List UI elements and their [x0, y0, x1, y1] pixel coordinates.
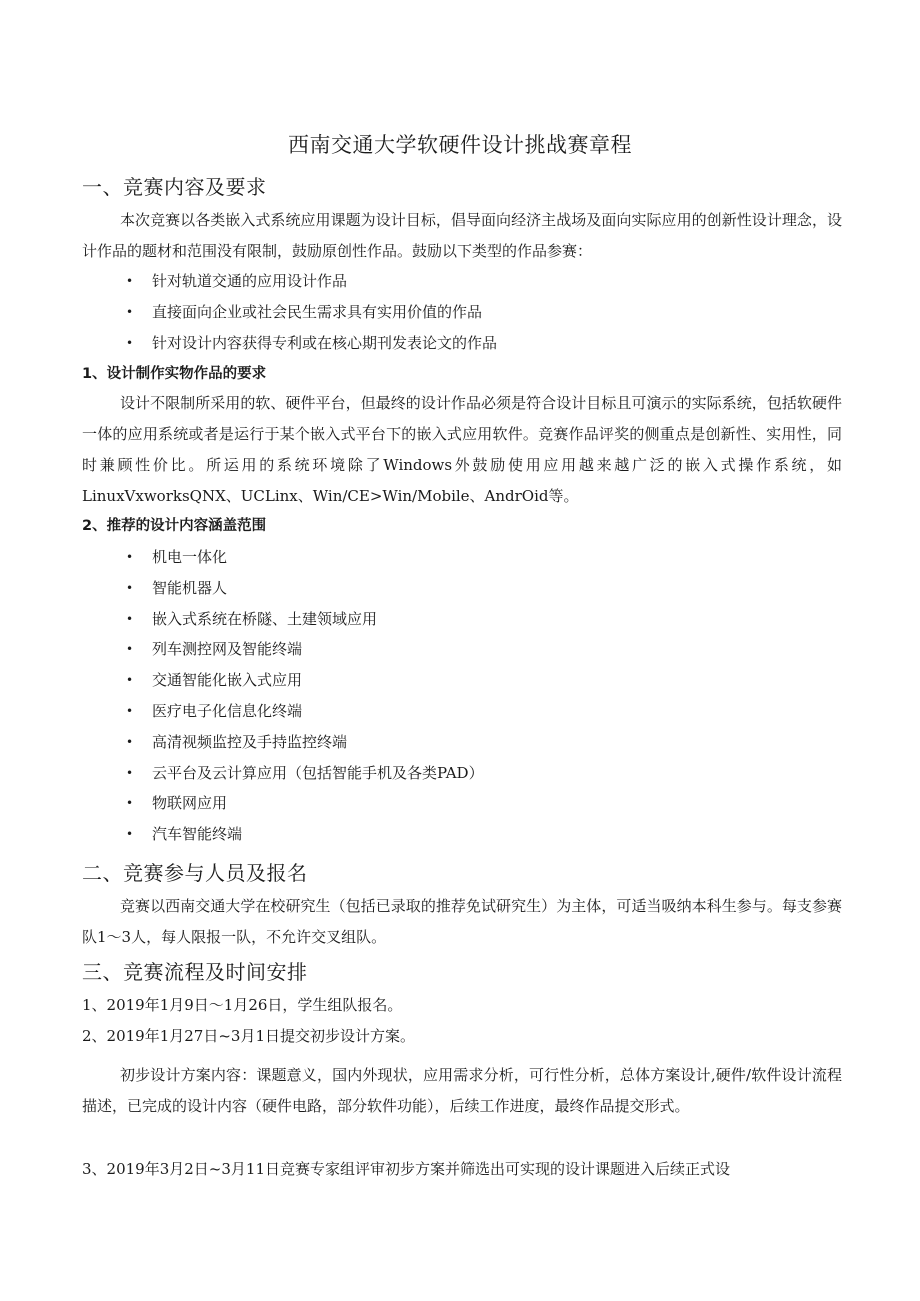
bullet-icon: •: [126, 796, 134, 811]
subsection-1-heading: 1、设计制作实物作品的要求: [82, 366, 267, 382]
list-item: • 交通智能化嵌入式应用: [120, 665, 484, 696]
bullet-icon: •: [126, 611, 134, 626]
bullet-icon: •: [126, 550, 134, 564]
bullet-icon: •: [126, 335, 134, 350]
subsection-2-heading: 2、推荐的设计内容涵盖范围: [82, 518, 267, 534]
design-scope-list: [120, 542, 484, 850]
timeline-item-2: 2、2019年1月27日~3月1日提交初步设计方案。: [82, 1027, 416, 1045]
bullet-icon: •: [126, 734, 134, 749]
section-3-heading: 三、竞赛流程及时间安排: [82, 960, 308, 984]
list-item: • 汽车智能终端: [120, 819, 484, 850]
bullet-icon: •: [126, 703, 134, 718]
list-item: • 列车测控网及智能终端: [120, 634, 484, 665]
list-item: • 物联网应用: [120, 788, 484, 819]
bullet-icon: •: [126, 642, 134, 657]
document-title: 西南交通大学软硬件设计挑战赛章程: [288, 133, 632, 157]
bullet-icon: •: [126, 304, 134, 319]
plan-content-paragraph: 初步设计方案内容：课题意义，国内外现状，应用需求分析，可行性分析，总体方案设计,硬件/软件设计流程描述，已完成的设计内容（硬件电路，部分软件功能），后续工作进度，最终作品提交形式。: [82, 1066, 842, 1115]
bullet-icon: •: [126, 765, 134, 780]
list-item: • 针对轨道交通的应用设计作品: [120, 266, 497, 297]
subsection-1-body: 设计不限制所采用的软、硬件平台，但最终的设计作品必须是符合设计目标且可演示的实际系统，包括软硬件一体的应用系统或者是运行于某个嵌入式平台下的嵌入式应用软件。竞赛作品评奖的侧重点是创新性、实用性，同时兼顾性价比。所运用的系统环境除了Windows外鼓励使用应用越来越广泛的嵌入式操作系统，如LinuxVxworksQNX、UCLinx、Win∕CE>Win/Mobile、AndrOid等。: [82, 394, 842, 505]
list-item: • 云平台及云计算应用（包括智能手机及各类PAD）: [120, 758, 484, 789]
section-1-heading: 一、竞赛内容及要求: [82, 175, 267, 199]
list-item: • 嵌入式系统在桥隧、土建领域应用: [120, 604, 484, 635]
bullet-icon: •: [126, 274, 134, 288]
timeline-item-3: 3、2019年3月2日~3月11日竞赛专家组评审初步方案并筛选出可实现的设计课题进入后续正式设: [82, 1160, 731, 1178]
list-item: • 高清视频监控及手持监控终端: [120, 727, 484, 758]
section-2-body: 竞赛以西南交通大学在校研究生（包括已录取的推荐免试研究生）为主体，可适当吸纳本科生参与。每支参赛队1～3人，每人限报一队，不允许交叉组队。: [82, 897, 842, 946]
section-1-bullet-list: [120, 266, 497, 358]
bullet-icon: •: [126, 580, 134, 595]
section-1-intro: 本次竞赛以各类嵌入式系统应用课题为设计目标，倡导面向经济主战场及面向实际应用的创新性设计理念，设计作品的题材和范围没有限制，鼓励原创性作品。鼓励以下类型的作品参赛：: [82, 211, 842, 260]
section-2-heading: 二、竞赛参与人员及报名: [82, 861, 308, 885]
timeline-item-1: 1、2019年1月9日～1月26日，学生组队报名。: [82, 996, 403, 1014]
list-item: • 智能机器人: [120, 573, 484, 604]
list-item: • 医疗电子化信息化终端: [120, 696, 484, 727]
list-item: • 直接面向企业或社会民生需求具有实用价值的作品: [120, 297, 497, 328]
bullet-icon: •: [126, 827, 134, 842]
list-item: • 针对设计内容获得专利或在核心期刊发表论文的作品: [120, 328, 497, 359]
bullet-icon: •: [126, 673, 134, 688]
list-item: • 机电一体化: [120, 542, 484, 573]
